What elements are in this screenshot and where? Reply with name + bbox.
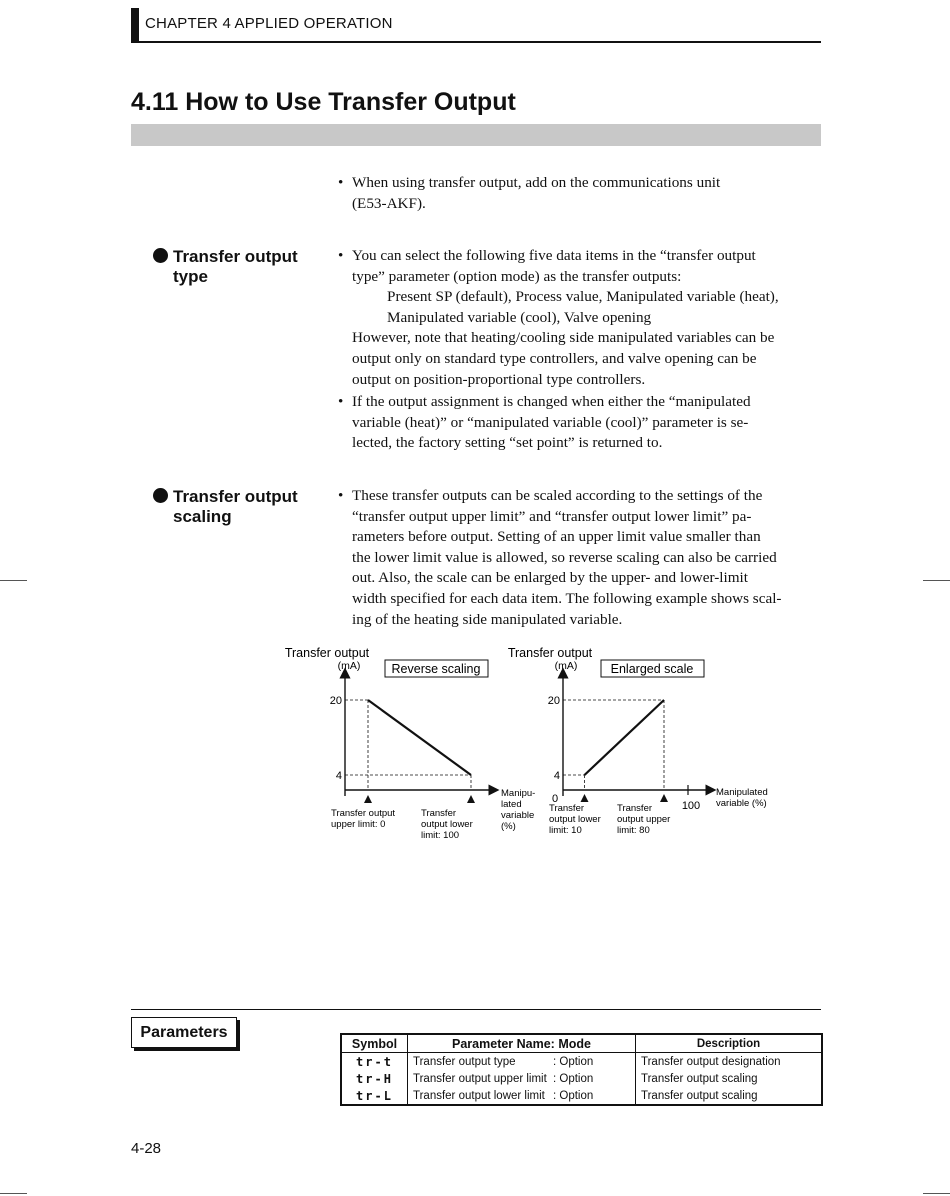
chart2-marker-lower-limit [581,794,589,802]
intro-line: • When using transfer output, add on the communications unit [352,174,721,191]
crop-mark [923,580,950,581]
param-mode: : Option [553,1089,594,1102]
param-symbol: tr-t [341,1053,408,1071]
chart-reverse-scaling [285,646,538,841]
intro-paragraph [338,173,820,214]
crop-mark [0,580,27,581]
parameters-table [340,1033,823,1106]
chart2-ytick-20: 20 [547,695,560,707]
crop-mark [0,1193,27,1194]
header-rule [131,41,821,43]
scaling-charts [0,640,950,860]
chart2-xlabel: Manipulated variable (%) [716,787,768,809]
col-symbol-header: Symbol [341,1034,408,1053]
col-name-header: Parameter Name: Mode [408,1034,636,1053]
param-description: Transfer output scaling [636,1070,823,1087]
chart1-annotation-upper: Transfer output upper limit: 0 [331,808,396,830]
transfer-scaling-body: • These transfer outputs can be scaled according to the settings of the “transfer output upper limit” and “transfer output lower limit” pa- rameters before output. Setting of an upper limit value smaller than the lower limit value is allowed, so reverse scaling can also be carried out. Also, the scale can be enlarged by the upper- and lower-limit width specified for each data item. The following example shows scal- ing of the heating side manipulated variable. [338,486,820,630]
crop-mark [923,1193,950,1194]
chart1-series-line [368,700,471,775]
param-name: Transfer output lower limit [413,1089,545,1102]
transfer-type-heading: Transfer output type [153,247,298,287]
chart2-series-line [585,700,665,775]
chart1-xlabel: Manipu- lated variable (%) [501,788,536,832]
chart2-title: Enlarged scale [610,662,694,676]
header-bar [131,8,139,42]
chart1-title: Reverse scaling [391,662,481,676]
chart2-ylabel: Transfer output [507,646,593,660]
transfer-type-body: • You can select the following five data items in the “transfer output type” parameter (option mode) as the transfer outputs: Present SP (default), Process value, Manipulated variable (heat), Manipulated variable (cool), Valve opening However, note that heating/cooling side manipulated variables can be output only on standard type controllers, and valve opening can be output on position-proportional type controllers. • If the output assignment is changed when either the “manipulated variable (heat)” or “manipulated variable (cool)” parameter is se- lected, the factory setting “set point” is returned to. [338,246,820,454]
chart2-xtick-0: 0 [551,793,559,805]
chart1-ytick-20: 20 [329,695,342,707]
param-name: Transfer output upper limit [413,1072,547,1085]
bullet-dot-icon [153,488,168,503]
chart2-marker-upper-limit [660,794,668,802]
chart1-marker-lower-limit [467,795,475,803]
title-band [131,124,821,146]
param-name: Transfer output type [413,1055,516,1068]
table-header-row [341,1034,822,1053]
chapter-heading: CHAPTER 4 APPLIED OPERATION [145,15,393,32]
chart1-ylabel: Transfer output [284,646,370,660]
param-description: Transfer output scaling [636,1087,823,1105]
parameters-label: Parameters [131,1017,237,1048]
chart2-ytick-4: 4 [553,770,560,782]
table-row [341,1087,822,1105]
bullet-dot-icon [153,248,168,263]
table-row [341,1070,822,1087]
col-description-header: Description [636,1034,823,1053]
chart2-annotation-upper: Transfer output upper limit: 80 [617,803,671,836]
chart1-annotation-lower: Transfer output lower limit: 100 [421,808,473,841]
param-mode: : Option [553,1072,594,1085]
param-symbol: tr-L [341,1087,408,1105]
chart1-ytick-4: 4 [335,770,342,782]
intro-line: (E53-AKF). [352,194,426,212]
chart1-yunit: (mA) [337,660,361,672]
chart1-marker-upper-limit [364,795,372,803]
param-description: Transfer output designation [636,1053,823,1071]
chart2-annotation-lower: Transfer output lower limit: 10 [549,803,601,836]
chart2-yunit: (mA) [554,660,578,672]
chart-enlarged-scale [508,646,771,836]
parameters-rule [131,1009,821,1010]
section-title: 4.11 How to Use Transfer Output [131,88,516,116]
param-symbol: tr-H [341,1070,408,1087]
transfer-scaling-heading: Transfer output scaling [153,487,298,527]
page-number: 4-28 [131,1140,162,1157]
table-row [341,1053,822,1071]
chart2-xtick-100: 100 [681,800,701,812]
param-mode: : Option [553,1055,594,1068]
